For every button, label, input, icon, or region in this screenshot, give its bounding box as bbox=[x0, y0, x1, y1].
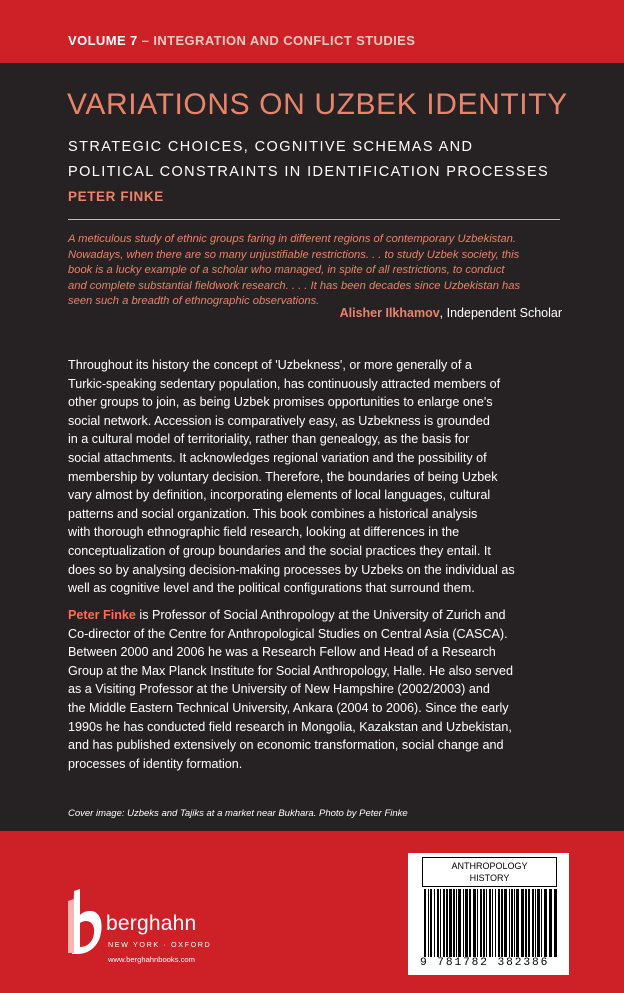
quote-line: book is a lucky example of a scholar who managed, in spite of all restrictions, to conduct bbox=[68, 264, 505, 276]
barcode-bar bbox=[516, 889, 519, 957]
barcode-bar bbox=[521, 889, 524, 957]
bio-author-name: Peter Finke bbox=[68, 608, 136, 622]
barcode-bar bbox=[509, 889, 510, 957]
book-subtitle bbox=[68, 135, 549, 185]
reviewer-name: Alisher Ilkhamov bbox=[339, 306, 440, 320]
barcode-bar bbox=[525, 889, 527, 957]
bio-line: and has published extensively on economic transformation, social change and bbox=[68, 738, 504, 753]
top-band bbox=[0, 0, 624, 63]
description-line: patterns and social organization. This book combines a historical analysis bbox=[68, 506, 478, 521]
barcode-bar bbox=[463, 889, 464, 957]
barcode-bar bbox=[473, 889, 476, 957]
description-line: in a cultural model of territoriality, rather than genealogy, as the basis for bbox=[68, 432, 470, 447]
description-line: does so by analysing decision-making processes by Uzbeks on the individual as bbox=[68, 562, 515, 577]
barcode-bar bbox=[541, 889, 542, 957]
barcode-bar bbox=[453, 889, 455, 957]
book-description bbox=[68, 356, 515, 598]
series-separator: – bbox=[137, 33, 154, 48]
description-line: membership by voluntary decision. Therefore, the boundaries of being Uzbek bbox=[68, 469, 498, 484]
barcode-box bbox=[408, 853, 569, 975]
barcode-bar bbox=[489, 889, 491, 957]
bio-line: 1990s he has conducted field research in Mongolia, Kazakstan and Uzbekistan, bbox=[68, 719, 512, 734]
barcode-bar bbox=[532, 889, 534, 957]
barcode-bar bbox=[483, 889, 485, 957]
quote-line: seen such a breadth of ethnographic observations. bbox=[68, 295, 320, 307]
barcode-bar bbox=[458, 889, 461, 957]
barcode-bar bbox=[501, 889, 503, 957]
barcode-bar bbox=[434, 889, 435, 957]
barcode-bar bbox=[437, 889, 439, 957]
quote-attribution bbox=[340, 306, 562, 320]
description-line: Throughout its history the concept of 'Uzbekness', or more generally of a bbox=[68, 358, 472, 372]
publisher-name: berghahn bbox=[106, 912, 197, 935]
barcode-bar bbox=[498, 889, 500, 957]
publisher-url: www.berghahnbooks.com bbox=[108, 955, 195, 964]
quote-line: Nowadays, when there are so many unjustifiable restrictions. . . to study Uzbek society, this bbox=[68, 248, 520, 261]
barcode-bar bbox=[440, 889, 441, 957]
barcode-bar bbox=[504, 889, 507, 957]
quote-line: A meticulous study of ethnic groups faring in different regions of contemporary Uzbekistan. bbox=[68, 233, 516, 245]
book-title: VARIATIONS ON UZBEK IDENTITY bbox=[67, 88, 568, 121]
quote-line: and complete substantial fieldwork research. . . . It has been decades since Uzbekistan has bbox=[68, 279, 521, 292]
bio-line bbox=[68, 606, 513, 625]
barcode-bar bbox=[537, 889, 540, 957]
description-line: with thorough ethnographic field research, looking at differences in the bbox=[68, 525, 460, 540]
barcode-bar bbox=[469, 889, 471, 957]
bio-line: processes of identity formation. bbox=[68, 756, 243, 771]
barcode-bar bbox=[511, 889, 513, 957]
bio-first-line: is Professor of Social Anthropology at the University of Zurich and bbox=[135, 608, 506, 622]
bio-line: Between 2000 and 2006 he was a Research Fellow and Head of a Research bbox=[68, 645, 496, 660]
description-line: vary almost by definition, incorporating elements of local languages, cultural bbox=[68, 488, 491, 503]
barcode-bar bbox=[449, 889, 452, 957]
barcode-bar bbox=[544, 889, 547, 957]
description-line: Turkic-speaking sedentary population, has continuously attracted members of bbox=[68, 376, 501, 391]
bio-line: Co-director of the Centre for Anthropological Studies on Central Asia (CASCA). bbox=[68, 626, 508, 641]
series-label bbox=[68, 33, 415, 48]
bio-line: Group at the Max Planck Institute for Social Anthropology, Halle. He also served bbox=[68, 663, 513, 678]
description-line: other groups to join, as being Uzbek promises opportunities to enlarge one's bbox=[68, 395, 493, 410]
review-quote bbox=[68, 232, 568, 310]
subject-label: ANTHROPOLOGY bbox=[451, 861, 528, 871]
barcode-bar bbox=[456, 889, 457, 957]
barcode-bar bbox=[446, 889, 448, 957]
author-name: PETER FINKE bbox=[68, 189, 164, 204]
barcode-bar bbox=[430, 889, 432, 957]
isbn-barcode bbox=[424, 889, 560, 957]
description-line: well as cognitive level and the political configurations that surround them. bbox=[68, 581, 475, 596]
subject-label: HISTORY bbox=[469, 873, 510, 883]
barcode-bar bbox=[514, 889, 515, 957]
barcode-bar bbox=[428, 889, 429, 957]
barcode-bar bbox=[492, 889, 493, 957]
publisher-logo bbox=[68, 875, 228, 970]
subtitle-line: STRATEGIC CHOICES, COGNITIVE SCHEMAS AND bbox=[68, 139, 474, 155]
subject-categories bbox=[422, 857, 557, 887]
barcode-bar bbox=[480, 889, 482, 957]
description-line: social attachments. It acknowledges regional variation and the possibility of bbox=[68, 450, 487, 465]
description-line: conceptualization of group boundaries and the social practices they entail. It bbox=[68, 543, 491, 558]
subtitle-line: POLITICAL CONSTRAINTS IN IDENTIFICATION PROCESSES bbox=[68, 164, 550, 180]
barcode-bar bbox=[554, 889, 557, 957]
bio-line: as a Visiting Professor at the University of New Hampshire (2002/2003) and bbox=[68, 682, 490, 697]
reviewer-affiliation: , Independent Scholar bbox=[439, 306, 562, 320]
barcode-bar bbox=[486, 889, 487, 957]
barcode-bar bbox=[495, 889, 496, 957]
description-line: social network. Accession is comparatively easy, as Uzbekness is grounded bbox=[68, 413, 490, 428]
barcode-bar bbox=[424, 889, 426, 957]
barcode-bar bbox=[528, 889, 530, 957]
berghahn-b-logo-icon bbox=[68, 889, 104, 955]
divider bbox=[68, 219, 560, 220]
publisher-cities: NEW YORK · OXFORD bbox=[108, 940, 212, 949]
bio-line: the Middle Eastern Technical University, Ankara (2004 to 2006). Since the early bbox=[68, 700, 509, 715]
barcode-bar bbox=[443, 889, 445, 957]
series-name: INTEGRATION AND CONFLICT STUDIES bbox=[153, 33, 416, 48]
barcode-bar bbox=[549, 889, 552, 957]
barcode-bar bbox=[535, 889, 536, 957]
isbn-number: 9 781782 382386 bbox=[420, 957, 550, 969]
barcode-bar bbox=[465, 889, 468, 957]
author-bio bbox=[68, 606, 513, 773]
barcode-bar bbox=[477, 889, 478, 957]
series-volume: VOLUME 7 bbox=[68, 33, 138, 48]
cover-credit: Cover image: Uzbeks and Tajiks at a market near Bukhara. Photo by Peter Finke bbox=[68, 808, 408, 819]
